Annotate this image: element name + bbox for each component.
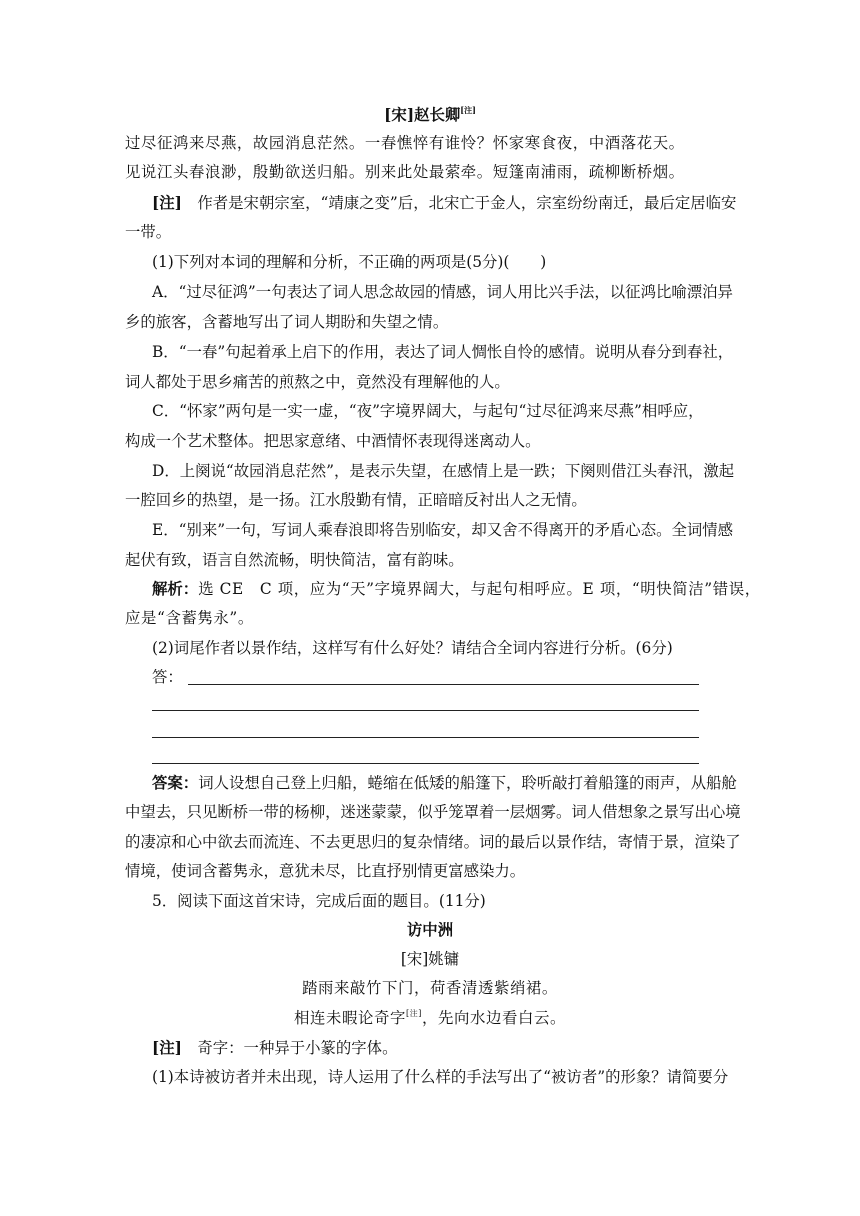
answer-blank-line-4[interactable] <box>152 763 699 764</box>
option-a-cont: 乡的旅客，含蓄地写出了词人期盼和失望之情。 <box>125 313 449 331</box>
footnote-label: [注] <box>152 194 182 212</box>
poem-author-2: [宋]姚镛 <box>400 950 460 968</box>
footnote-mark: [注] <box>460 105 476 115</box>
poem2-line-2: 相连未暇论奇字[注]，先向水边看白云。 <box>294 1009 566 1027</box>
footnote: [注] 作者是宋朝宗室，“靖康之变”后，北宋亡于金人，宗室纷纷南迁，最后定居临安 <box>152 194 737 212</box>
footnote-continuation: 一带。 <box>125 223 172 241</box>
question-1-stem: (1)下列对本词的理解和分析，不正确的两项是(5分)( ) <box>152 253 547 271</box>
option-d: D．上阕说“故园消息茫然”，是表示失望，在感情上是一跌；下阕则借江头春汛，激起 <box>152 462 735 480</box>
question-5-stem: 5．阅读下面这首宋诗，完成后面的题目。(11分) <box>152 892 486 910</box>
option-e-cont: 起伏有致，语言自然流畅，明快简洁，富有韵味。 <box>125 551 464 569</box>
option-b: B．“一春”句起着承上启下的作用，表达了词人惆怅自怜的感情。说明从春分到春社， <box>152 343 734 361</box>
analysis: 解析：选 CE C 项，应为“天”字境界阔大，与起句相呼应。E 项，“明快简洁”错误， <box>152 580 761 598</box>
analysis-label: 解析： <box>152 580 199 598</box>
analysis-cont: 应是“含蓄隽永”。 <box>125 609 254 627</box>
question-2-stem: (2)词尾作者以景作结，这样写有什么好处？请结合全词内容进行分析。(6分) <box>152 639 673 657</box>
poem2-line-1: 踏雨来敲竹下门，荷香清透紫绡裙。 <box>302 979 558 997</box>
answer-line-4: 情境，使词含蓄隽永，意犹未尽，比直抒别情更富感染力。 <box>125 862 526 880</box>
answer-blank-line-2[interactable] <box>152 710 699 711</box>
footnote-2-label: [注] <box>152 1039 182 1057</box>
option-d-cont: 一腔回乡的热望，是一扬。江水殷勤有情，正暗暗反衬出人之无情。 <box>125 491 587 509</box>
answer-line-2: 中望去，只见断桥一带的杨柳，迷迷蒙蒙，似乎笼罩着一层烟雾。词人借想象之景写出心境 <box>125 803 741 821</box>
option-c: C．“怀家”两句是一实一虚，“夜”字境界阔大，与起句“过尽征鸿来尽燕”相呼应， <box>152 402 704 420</box>
question-5-sub-1: (1)本诗被访者并未出现，诗人运用了什么样的手法写出了“被访者”的形象？请简要分 <box>152 1068 729 1086</box>
poem-line-2: 见说江头春浪渺，殷勤欲送归船。别来此处最萦牵。短篷南浦雨，疏柳断桥烟。 <box>125 163 685 181</box>
option-a: A．“过尽征鸿”一句表达了词人思念故园的情感，词人用比兴手法，以征鸿比喻漂泊异 <box>152 283 733 301</box>
option-c-cont: 构成一个艺术整体。把思家意绪、中酒情怀表现得迷离动人。 <box>125 432 541 450</box>
footnote-mark-2: [注] <box>405 1009 423 1018</box>
answer-line-3: 的凄凉和心中欲去而流连、不去更思归的复杂情绪。词的最后以景作结，寄情于景，渲染了 <box>125 833 741 851</box>
answer-prompt: 答： <box>152 668 183 686</box>
option-b-cont: 词人都处于思乡痛苦的煎熬之中，竟然没有理解他的人。 <box>125 373 510 391</box>
answer-blank-line-1[interactable] <box>188 684 699 685</box>
option-e: E．“别来”一句，写词人乘春浪即将告别临安，却又舍不得离开的矛盾心态。全词情感 <box>152 521 734 539</box>
footnote-2: [注] 奇字：一种异于小篆的字体。 <box>152 1039 398 1057</box>
poem-author: [宋]赵长卿[注] <box>384 105 476 124</box>
answer: 答案：词人设想自己登上归船，蜷缩在低矮的船篷下，聆听敲打着船篷的雨声，从船舱 <box>152 774 737 792</box>
poem-line-1: 过尽征鸿来尽燕，故园消息茫然。一春憔悴有谁怜？怀家寒食夜，中酒落花天。 <box>125 134 685 152</box>
answer-label: 答案： <box>152 774 199 792</box>
poem-title: 访中洲 <box>406 921 454 939</box>
answer-blank-line-3[interactable] <box>152 737 699 738</box>
